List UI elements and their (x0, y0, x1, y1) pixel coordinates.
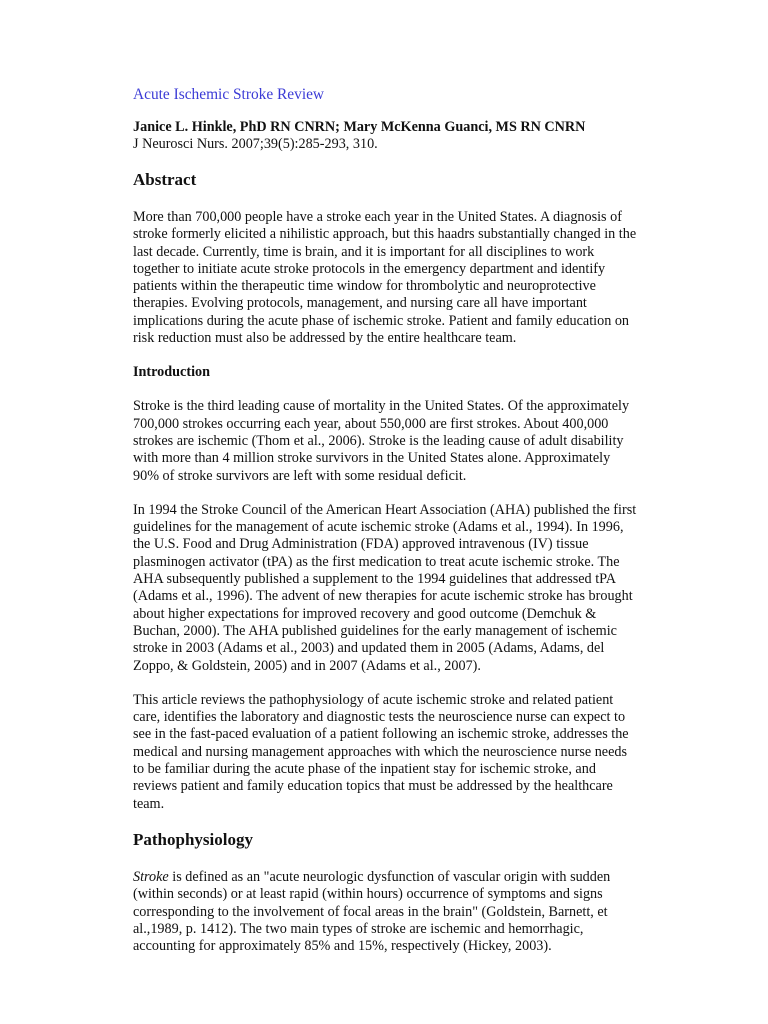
abstract-heading: Abstract (133, 170, 197, 189)
article-title-link[interactable]: Acute Ischemic Stroke Review (133, 86, 325, 103)
introduction-heading: Introduction (133, 364, 210, 381)
pathophysiology-text: is defined as an "acute neurologic dysfunction of vascular origin with sudden (within seconds) or at least rapid (within hours) occurrence of symptoms and signs corresponding to the involvement of focal areas in the brain" (Goldstein, Barnett, et al.,1989, p. 1412). The two main types of stroke are ischemic and hemorrhagic, accounting for approximately 85% and 15%, respectively (Hickey, 2003). (133, 868, 611, 955)
article-citation: J Neurosci Nurs. 2007;39(5):285-293, 310. (133, 136, 378, 152)
introduction-paragraph-3: This article reviews the pathophysiology of acute ischemic stroke and related patient care, identifies the laboratory and diagnostic tests the neuroscience nurse can expect to see in the fast-paced evaluation of a patient following an ischemic stroke, addresses the medical and nursing management approaches with which the neuroscience nurse needs to be familiar during the acute phase of the inpatient stay for ischemic stroke, and reviews patient and family education topics that must be addressed by the healthcare team. (133, 691, 629, 812)
pathophysiology-heading: Pathophysiology (133, 829, 253, 849)
abstract-paragraph: More than 700,000 people have a stroke each year in the United States. A diagnosis of stroke formerly elicited a nihilistic approach, but this haadrs substantially changed in the last decade. Currently, time is brain, and it is important for all disciplines to work together to initiate acute stroke protocols in the emergency department and identify patients within the therapeutic time window for thrombolytic and neuroprotective therapies. Evolving protocols, management, and nursing care all have important implications during the acute phase of ischemic stroke. Patient and family education on risk reduction must also be addressed by the entire healthcare team. (133, 209, 637, 347)
stroke-term: Stroke (133, 868, 169, 885)
introduction-paragraph-1: Stroke is the third leading cause of mortality in the United States. Of the approximately 700,000 strokes occurring each year, about 550,000 are first strokes. About 400,000 strokes are ischemic (Thom et al., 2006). Stroke is the leading cause of adult disability with more than 4 million stroke survivors in the United States alone. Approximately 90% of stroke survivors are left with some residual deficit. (133, 398, 630, 484)
introduction-paragraph-2: In 1994 the Stroke Council of the American Heart Association (AHA) published the first guidelines for the management of acute ischemic stroke (Adams et al., 1994). In 1996, the U.S. Food and Drug Administration (FDA) approved intravenous (IV) tissue plasminogen activator (tPA) as the first medication to treat acute ischemic stroke. The AHA subsequently published a supplement to the 1994 guidelines that addressed tPA (Adams et al., 1996). The advent of new therapies for acute ischemic stroke has brought about higher expectations for improved recovery and good outcome (Demchuk & Buchan, 2000). The AHA published guidelines for the early management of ischemic stroke in 2003 (Adams et al., 2003) and updated them in 2005 (Adams, Adams, del Zoppo, & Goldstein, 2005) and in 2007 (Adams et al., 2007). (133, 501, 637, 674)
document-page (133, 86, 638, 972)
article-authors: Janice L. Hinkle, PhD RN CNRN; Mary McKenna Guanci, MS RN CNRN (133, 119, 586, 135)
pathophysiology-paragraph (133, 869, 638, 955)
